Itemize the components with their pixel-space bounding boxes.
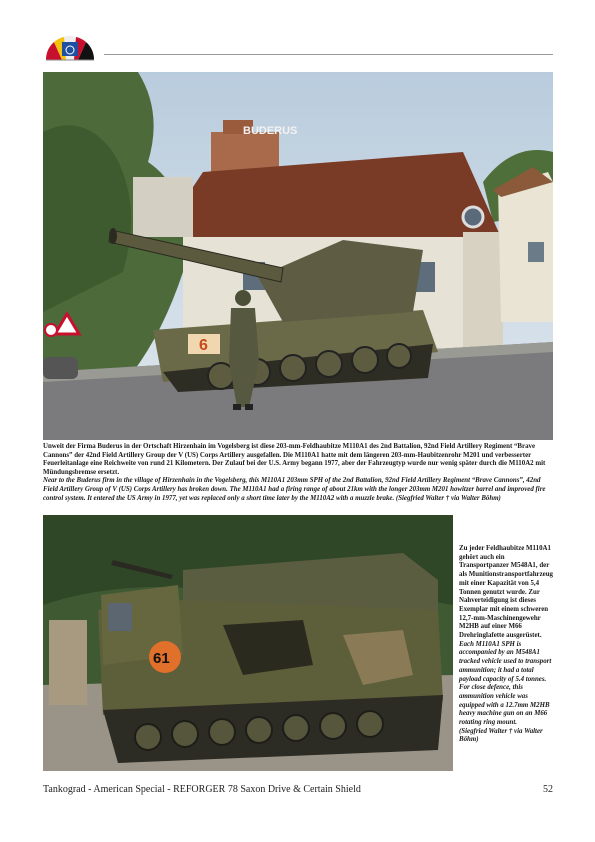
caption-howitzer — [43, 443, 553, 503]
hull-number-1: 6 — [199, 337, 208, 354]
m110a1-howitzer-photo — [43, 72, 553, 440]
caption-ammo-english: Each M110A1 SPH is accompanied by an M548A1 tracked vehicle used to transport ammunition; it had a total payload capacity of 5.4 tonnes. For close defence, this ammunition vehicle was equipped with a 12.7mm M2HB heavy machine gun on an M66 rotating ring mount. — [459, 640, 552, 727]
caption-ammo-vehicle — [459, 545, 555, 745]
caption-ammo-credit: (Siegfried Walter † via Walter Böhm) — [459, 727, 543, 744]
page-number: 52 — [543, 784, 553, 795]
hull-number-2: 61 — [153, 650, 170, 667]
caption-howitzer-german: Unweit der Firma Buderus in der Ortschaft Hirzenhain im Vogelsberg ist diese 203-mm-Feldhaubitze M110A1 des 2nd Battalion, 92nd Field Artillery Regiment “Brave Cannons” der 42nd Field Artillery Group der V (US) Corps Artillery ausgefallen. Die M110A1 hatte mit dem längeren 203-mm-Haubitzenrohr M201 und verbesserter Feuerleitanlage eine Reichweite von rund 21 Kilometern. Der Zulauf bei der U.S. Army begann 1977, aber der Fahrzeugtyp wurde nur wenig später durch die M110A2 mit Mündungsbremse ersetzt. — [43, 443, 546, 476]
buderus-sign-text: BUDERUS — [243, 125, 298, 137]
caption-howitzer-english: Near to the Buderus firm in the village of Hirzenhain in the Vogelsberg, this M110A1 203mm SPH of the 2nd Battalion, 92nd Field Artillery Regiment “Brave Cannons”, 42nd Field Artillery Group of V (US) Corps Artillery has broken down. The M110A1 had a firing range of about 21km with the longer 203mm M201 howitzer barrel and improved fire control system. It entered the US Army in 1977, yet was replaced only a short time later by the M110A2 with a muzzle brake. (Siegfried Walter † via Walter Böhm) — [43, 477, 546, 502]
reforger-logo — [42, 28, 98, 62]
footer-title: Tankograd - American Special - REFORGER 78 Saxon Drive & Certain Shield — [43, 784, 361, 795]
caption-ammo-german: Zu jeder Feldhaubitze M110A1 gehört auch ein Transportpanzer M548A1, der als Munitionstransportfahrzeug mit einer Kapazität von 5,4 Tonnen genutzt wurde. Zur Nahverteidigung ist dieses Exemplar mit einem schweren 12,7-mm-Maschinengewehr M2HB auf einer M66 Drehringlafette ausgerüstet. — [459, 545, 553, 640]
header-rule — [104, 54, 553, 55]
m548a1-vehicle-photo — [43, 515, 453, 771]
